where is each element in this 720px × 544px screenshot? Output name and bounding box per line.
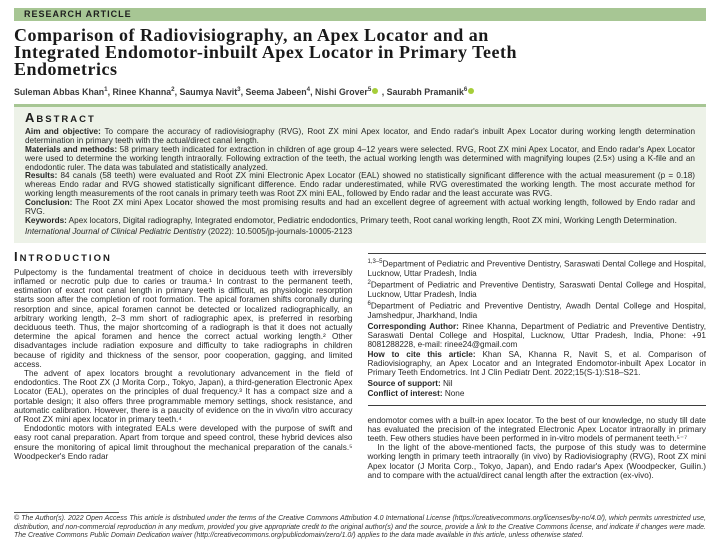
introduction-heading: INTRODUCTION — [14, 248, 112, 264]
abstract-results-label: Results: — [25, 171, 58, 181]
author — [387, 87, 476, 97]
abstract-aim-label: Aim and objective: — [25, 126, 101, 136]
abstract-conclusion — [25, 199, 695, 217]
corresponding-author — [368, 322, 707, 349]
article-title — [14, 27, 706, 78]
abstract-keywords — [25, 217, 695, 226]
journal-doi: (2022): 10.5005/jp-journals-10005-2123 — [205, 226, 353, 236]
conflict-of-interest-label: Conflict of interest: — [367, 389, 443, 398]
author — [14, 87, 112, 97]
continuation-paragraph-1: endomotor comes with a built-in apex locator. To the best of our knowledge, no study till date has evaluated the precision of the integrated Electronic Apex Locator intraorally in primary teeth. Few others studies have been performed in in-vitro models of permanent teeth.⁵⁻⁷ — [367, 415, 706, 443]
affiliation-superscript: 6 — [367, 301, 371, 308]
title-line-1: Comparison of Radiovisiography, an Apex Locator and an — [14, 25, 489, 45]
intro-continuation — [368, 416, 707, 480]
orcid-icon[interactable] — [372, 88, 378, 94]
author — [315, 87, 387, 97]
abstract-results-text: 84 canals (58 teeth) were evaluated and Root ZX mini Electronic Apex Locator (EAL) showed no statistically significant difference with the actual measurement (p = 0.18) whereas Endo radar and RVG showed statistically significant difference. Endo radar underestimated, while RVG overestimated the working length. The most accurate method for working length measurements of the root canals in primary teeth was Root ZX mini EAL, followed by Endo radar and the least accurate was RVG. — [25, 171, 695, 199]
orcid-icon[interactable] — [468, 88, 474, 94]
source-of-support-value: Nil — [440, 378, 453, 388]
conflict-of-interest — [368, 389, 707, 398]
author-superscript: 3 — [237, 86, 241, 93]
corresponding-author-label: Corresponding Author: — [367, 321, 459, 331]
author — [246, 87, 315, 97]
right-column — [368, 250, 707, 480]
affiliation-superscript: 2 — [367, 280, 371, 287]
license-footer — [14, 512, 706, 541]
affiliation-2 — [368, 279, 707, 299]
affiliation-text: Department of Pediatric and Preventive Dentistry, Awadh Dental College and Hospital, Jamshedpur, Jharkhand, India — [367, 302, 706, 320]
source-of-support — [368, 379, 707, 388]
author-separator: , — [174, 86, 180, 97]
affiliations-block — [368, 253, 707, 406]
corresponding-author-text: Rinee Khanna, Department of Pediatric and Preventive Dentistry, Saraswati Dental College and Hospital, Lucknow, Uttar Pradesh, India, Phone: +91 8081288228, e-mail: rinee24@gmail.com — [367, 321, 707, 349]
affiliation-1 — [368, 258, 707, 278]
author-separator: , — [240, 86, 246, 97]
affiliation-text: Department of Pediatric and Preventive Dentistry, Saraswati Dental College and Hospital, Lucknow, Uttar Pradesh, India — [367, 259, 706, 278]
abstract-aim — [25, 128, 695, 146]
abstract-results — [25, 172, 695, 199]
left-column — [14, 250, 353, 480]
author-name: Rinee Khanna — [112, 86, 172, 97]
title-line-2: Integrated Endomotor-inbuilt Apex Locator in Primary Teeth — [14, 42, 517, 62]
authors-line — [14, 84, 706, 98]
continuation-paragraph-2: In the light of the above-mentioned facts, the purpose of this study was to determine working length in primary teeth intraorally (in vivo) by Radiovisiography (RVG), Root ZX mini Apex locator (J Morita Corp., Tokyo, Japan), and Endo radar's Apex (Woodpecker, Guilin.) and to compare with the actual/direct canal length after the extraction (ex-vivo). — [367, 443, 706, 480]
affiliation-superscript: 1,3–5 — [367, 258, 383, 265]
author-name: Saurabh Pramanik — [386, 86, 464, 97]
abstract-aim-text: To compare the accuracy of radiovisiography (RVG), Root ZX mini Apex locator, and Endo radar's inbuilt Apex Locator during working length determination determination in primary teeth with the actual/direct canal length. — [25, 126, 695, 145]
journal-name: International Journal of Clinical Pediatric Dentistry — [25, 226, 206, 236]
abstract-conclusion-text: The Root ZX mini Apex Locator showed the most promising results and had an excellent degree of agreement with actual working length, followed by Endo radar and RVG. — [25, 198, 695, 217]
two-column-body — [14, 250, 706, 480]
author-superscript: 4 — [306, 86, 311, 93]
license-text: © The Author(s). 2022 Open Access This article is distributed under the terms of the Creative Commons Attribution 4.0 International License (https://creativecommons.org/licenses/by-nc/4.0/), which permits unrestricted use, distribution, and non-commercial reproduction in any medium, provided you give appropriate credit to the original author(s) and the source, provide a link to the Creative Commons license, and indicate if changes were made. The Creative Commons Public Domain Dedication waiver (http://creativecommons.org/publicdomain/zero/1.0/) applies to the data made available in this article, unless otherwise stated. — [14, 515, 706, 540]
author-separator: , — [379, 86, 387, 97]
abstract-section — [14, 104, 706, 243]
intro-paragraph-2: The advent of apex locators brought a revolutionary advancement in the field of endodontics. The Root ZX (J Morita Corp., Tokyo, Japan), a third-generation Electronic Apex Locator (EAL), operates on the principles of dual frequency.³ It has a compact size and a portable design; it also offers three programmable memory settings, shock resistance, and automatic calibration. However, there is a paucity of evidence on the in vivo/in vitro accuracy of Root ZX mini apex locator in primary teeth.⁴ — [14, 369, 353, 425]
abstract-methods — [25, 146, 695, 173]
source-of-support-label: Source of support: — [367, 378, 441, 388]
author — [179, 87, 245, 97]
abstract-methods-text: 58 primary teeth indicated for extraction in children of age group 4–12 years were selected. RVG, Root ZX mini Apex Locator, and Endo radar's Apex Locator were used to determine the working length intraorally. Following extraction of the teeth, the actual working length was determined with magnifying loupes (2.5×) using a K-file and an endodontic ruler. The data was tabulated and statistically analyzed. — [25, 144, 695, 172]
how-to-cite — [368, 350, 707, 377]
abstract-keywords-label: Keywords: — [25, 215, 67, 225]
author-superscript: 1 — [104, 86, 108, 93]
conflict-of-interest-value: None — [442, 389, 465, 398]
research-article-banner — [14, 8, 706, 21]
author-name: Nishi Grover — [315, 86, 368, 97]
abstract-heading: ABSTRACT — [25, 109, 96, 125]
footnote-rule — [14, 512, 119, 513]
how-to-cite-text: Khan SA, Khanna R, Navit S, et al. Comparison of Radiovisiography, an Apex Locator and an Integrated Endomotor-inbuilt Apex Locator in Primary Teeth Endometrics. Int J Clin Pediatr Dent. 2022;15(S-1):S18–S21. — [367, 350, 706, 377]
affiliation-text: Department of Pediatric and Preventive Dentistry, Saraswati Dental College and Hospital, Lucknow, Uttar Pradesh, India — [367, 280, 706, 299]
author-name: Saumya Navit — [179, 86, 238, 97]
intro-paragraph-1: Pulpectomy is the fundamental treatment of choice in deciduous teeth with irreversibly inflamed or necrotic pulp due to caries or trauma.¹ In contrast to the permanent teeth, estimation of exact root canal length in primary teeth is difficult, as physiologic resorption starts soon after the completion of root formation. The apical foramen shifts coronally during resorption and since, apical foramen cannot be detected or localized radiographically, an arbitrary working length, 2–3 mm short of radiographic apex, is preferred in resorbing deciduous teeth. Thus, the major shortcoming of a radiograph is that it does not actually determine the apical foramen and hence the correct actual working length.² Other disadvantages include radiation exposure and difficulty to take radiographs in children because of rigidity and thickness of the sensor, poor cooperation, gagging, and limited access. — [14, 267, 353, 369]
journal-citation-line — [25, 228, 695, 237]
affiliation-3 — [368, 300, 707, 320]
author — [112, 87, 179, 97]
author-name: Seema Jabeen — [245, 86, 307, 97]
abstract-methods-label: Materials and methods: — [25, 144, 118, 154]
banner-label: RESEARCH ARTICLE — [24, 9, 132, 19]
author-superscript: 5 — [367, 86, 372, 93]
author-superscript: 6 — [463, 86, 468, 93]
abstract-conclusion-label: Conclusion: — [25, 198, 73, 208]
author-separator: , — [310, 86, 315, 97]
intro-paragraph-3: Endodontic motors with integrated EALs were developed with the purpose of swift and easy root canal preparation. Apart from torque and speed control, these hybrid devices also ensure the monitoring of apical limit throughout the mechanical preparation of the canals.⁵ Woodpecker's Endo radar — [14, 424, 353, 461]
how-to-cite-label: How to cite this article: — [367, 350, 476, 359]
title-line-3: Endometrics — [14, 59, 118, 79]
author-separator: , — [107, 86, 113, 97]
author-name: Suleman Abbas Khan — [14, 86, 105, 97]
abstract-keywords-text: Apex locators, Digital radiography, Integrated endomotor, Pediatric endodontics, Primary teeth, Root canal working length, Root ZX mini, Working Length Determination. — [66, 215, 677, 225]
author-superscript: 2 — [171, 86, 175, 93]
